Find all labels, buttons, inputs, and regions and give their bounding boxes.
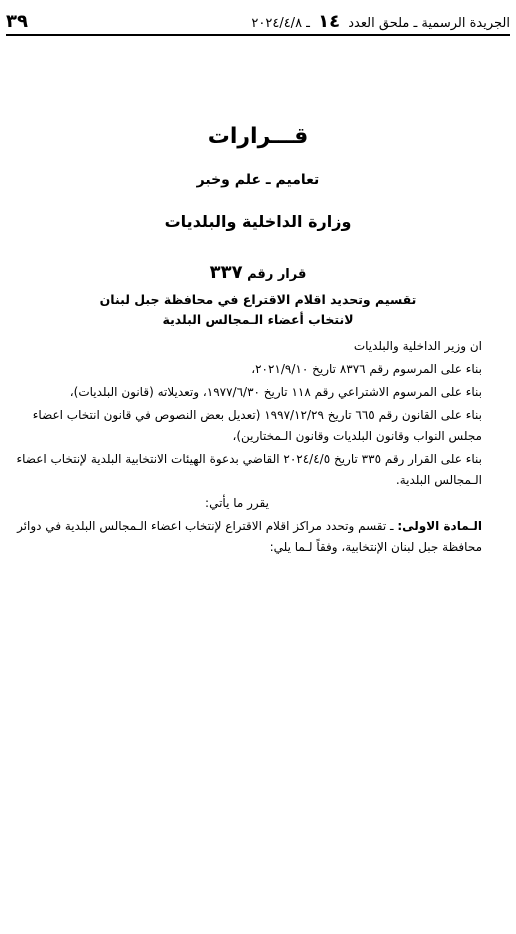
decision-number-line [0,262,516,283]
gazette-header-title [251,11,510,32]
article-1-text: ـ تقسم وتحدد مراكز اقلام الاقتراع لإنتخاب اعضاء الـمجالس البلدية في دوائر محافظة جبل لبنان الإنتخابية، وفقاً لـما يلي: [17,519,482,554]
decision-subject [0,290,516,330]
legal-basis-clause: بناء على القرار رقم ٣٣٥ تاريخ ٢٠٢٤/٤/٥ القاضي بدعوة الهيئات الانتخابية البلدية لإنتخاب اعضاء الـمجالس البلدية. [16,452,482,487]
article-1-label: الـمادة الاولى: [397,519,482,533]
decision-number: ٣٣٧ [209,262,243,283]
section-subtitle: تعاميم ـ علم وخبر [196,172,320,188]
page-header [6,8,510,36]
issue-number: ١٤ [318,10,341,32]
issue-date: ـ ٢٠٢٤/٤/٨ [251,15,310,31]
section-title: قـــرارات [207,124,309,149]
ministry-name: وزارة الداخلية والبلديات [164,212,352,231]
legal-basis-clause: بناء على القانون رقم ٦٦٥ تاريخ ١٩٩٧/١٢/٢٩ (تعديل بعض النصوص في قانون انتخاب اعضاء مجلس النواب وقانون البلديات وقانون الـمختارين)، [32,408,482,443]
legal-basis-clause: بناء على المرسوم الاشتراعي رقم ١١٨ تاريخ ١٩٧٧/٦/٣٠، وتعديلاته (قانون البلديات)، [69,385,482,399]
decision-number-label: قرار رقم [247,267,307,282]
resolve-statement: يقرر ما يأتي: [205,496,269,510]
decision-body [8,336,506,560]
decision-subject-line-1: تقسيم وتحديد اقلام الاقتراع في محافظة جبل لبنان [99,292,417,307]
decision-subject-line-2: لانتخاب أعضاء الـمجالس البلدية [162,312,354,327]
legal-basis-clause: بناء على المرسوم رقم ٨٣٧٦ تاريخ ٢٠٢١/٩/١٠، [251,362,482,376]
article-1 [8,516,506,558]
page-number: ٣٩ [6,10,28,32]
gazette-name: الجريدة الرسمية ـ ملحق العدد [348,15,510,31]
decision-intro: ان وزير الداخلية والبلديات [353,339,482,353]
